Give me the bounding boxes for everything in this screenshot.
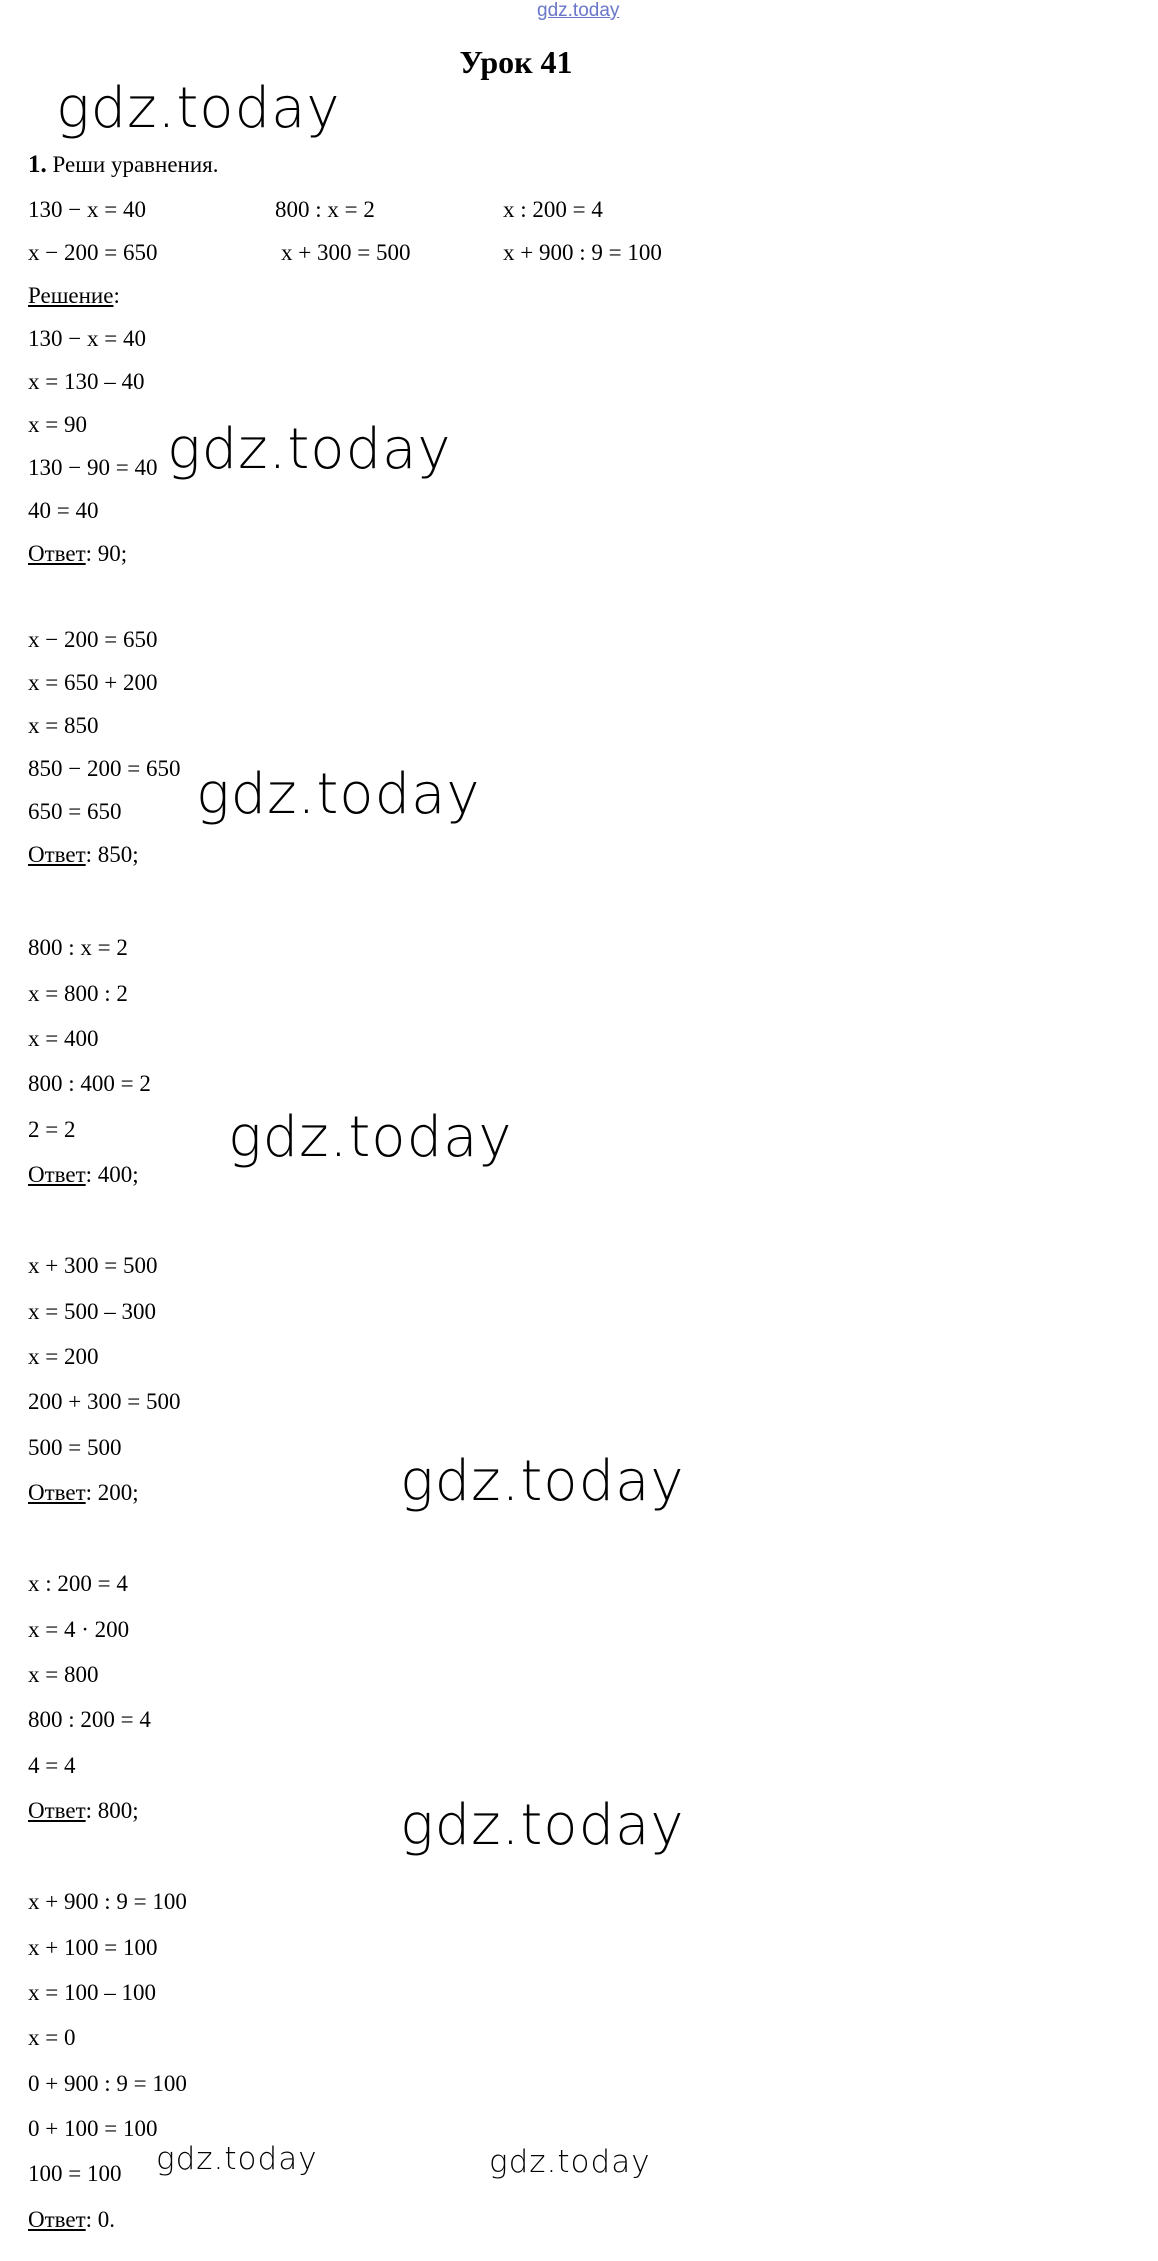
- solution-step: 0 + 100 = 100: [28, 2116, 158, 2141]
- solution-step: x = 650 + 200: [28, 670, 158, 695]
- answer-value: : 90;: [85, 541, 128, 566]
- task-instruction: Реши уравнения.: [52, 152, 219, 177]
- solution-heading: [28, 283, 120, 309]
- equation: x − 200 = 650: [28, 240, 158, 265]
- watermark: gdz.today: [400, 1793, 685, 1858]
- watermark: gdz.today: [489, 2144, 651, 2180]
- answer-label: Ответ: [28, 2207, 86, 2232]
- solution-step: x + 300 = 500: [28, 1253, 158, 1278]
- answer-line: [28, 842, 139, 868]
- task-number: 1.: [28, 151, 47, 178]
- solution-step: x = 500 – 300: [28, 1299, 156, 1324]
- solution-step: x = 200: [28, 1344, 99, 1369]
- answer-line: [28, 541, 127, 567]
- answer-label: Ответ: [28, 1798, 86, 1823]
- answer-line: [28, 2207, 115, 2233]
- solution-step: x = 800 : 2: [28, 981, 128, 1006]
- solution-step: 2 = 2: [28, 1117, 76, 1142]
- watermark: gdz.today: [228, 1105, 513, 1170]
- answer-value: : 800;: [85, 1798, 139, 1823]
- solution-step: 4 = 4: [28, 1753, 76, 1778]
- answer-line: [28, 1480, 139, 1506]
- equation: 800 : x = 2: [275, 197, 375, 222]
- answer-label: Ответ: [28, 1480, 86, 1505]
- solution-step: 40 = 40: [28, 498, 99, 523]
- watermark: gdz.today: [167, 417, 452, 482]
- solution-step: x = 4 · 200: [28, 1617, 130, 1642]
- solution-step: 0 + 900 : 9 = 100: [28, 2071, 187, 2096]
- solution-step: x + 100 = 100: [28, 1935, 158, 1960]
- equation: x + 900 : 9 = 100: [503, 240, 662, 265]
- watermark: gdz.today: [400, 1449, 685, 1514]
- solution-step: 500 = 500: [28, 1435, 122, 1460]
- solution-step: x = 400: [28, 1026, 99, 1051]
- solution-step: 800 : 400 = 2: [28, 1071, 151, 1096]
- solution-step: x = 90: [28, 412, 87, 437]
- answer-value: : 400;: [85, 1162, 139, 1187]
- answer-label: Ответ: [28, 842, 86, 867]
- solution-step: 650 = 650: [28, 799, 122, 824]
- solution-step: x = 100 – 100: [28, 1980, 156, 2005]
- solution-step: x = 0: [28, 2025, 76, 2050]
- answer-value: : 0.: [85, 2207, 116, 2232]
- solution-step: 800 : x = 2: [28, 935, 128, 960]
- solution-step: 130 − 90 = 40: [28, 455, 158, 480]
- site-link[interactable]: gdz.today: [537, 0, 620, 21]
- answer-value: : 850;: [85, 842, 139, 867]
- solution-step: 100 = 100: [28, 2161, 122, 2186]
- equation: x + 300 = 500: [281, 240, 411, 265]
- solution-step: x = 130 – 40: [28, 369, 145, 394]
- solution-step: x − 200 = 650: [28, 627, 158, 652]
- answer-label: Ответ: [28, 1162, 86, 1187]
- solution-colon: :: [113, 283, 120, 308]
- solution-step: x = 800: [28, 1662, 99, 1687]
- equation: x : 200 = 4: [503, 197, 603, 222]
- answer-label: Ответ: [28, 541, 86, 566]
- watermark: gdz.today: [56, 76, 341, 141]
- equation: 130 − x = 40: [28, 197, 146, 222]
- solution-step: x : 200 = 4: [28, 1571, 128, 1596]
- answer-line: [28, 1798, 139, 1824]
- solution-step: 200 + 300 = 500: [28, 1389, 181, 1414]
- solution-step: 800 : 200 = 4: [28, 1707, 151, 1732]
- solution-step: x = 850: [28, 713, 99, 738]
- watermark: gdz.today: [156, 2141, 318, 2177]
- solution-step: 850 − 200 = 650: [28, 756, 181, 781]
- answer-value: : 200;: [85, 1480, 139, 1505]
- answer-line: [28, 1162, 139, 1188]
- solution-label: Решение: [28, 283, 114, 308]
- task-header: [28, 151, 219, 179]
- solution-step: x + 900 : 9 = 100: [28, 1889, 187, 1914]
- watermark: gdz.today: [196, 762, 481, 827]
- solution-step: 130 − x = 40: [28, 326, 146, 351]
- page-title: Урок 41: [459, 44, 573, 80]
